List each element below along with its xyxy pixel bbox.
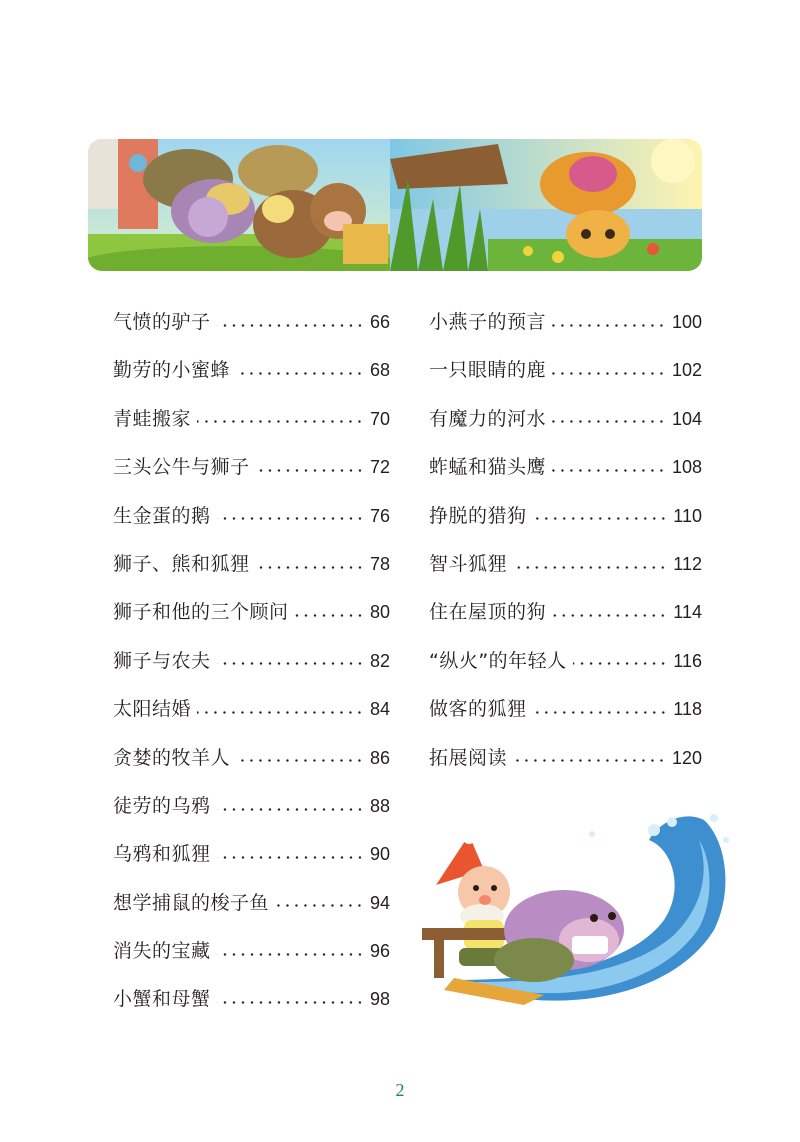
toc-dot-leader <box>217 662 364 665</box>
toc-dot-leader <box>256 566 364 569</box>
toc-entry-title: 蚱蜢和猫头鹰 <box>429 456 547 479</box>
toc-dot-leader <box>197 711 364 714</box>
toc-dot-leader <box>197 420 364 423</box>
toc-entry[interactable] <box>429 298 702 346</box>
toc-dot-leader <box>217 324 364 327</box>
toc-entry-title: 消失的宝藏 <box>113 940 211 963</box>
toc-entry[interactable] <box>113 346 390 394</box>
toc-entry-title: 狮子与农夫 <box>113 649 211 672</box>
toc-entry-page: 80 <box>369 602 390 623</box>
toc-entry-page: 94 <box>369 892 390 913</box>
toc-dot-leader <box>513 759 666 762</box>
toc-entry[interactable] <box>113 830 390 878</box>
toc-entry[interactable] <box>113 975 390 1023</box>
header-illustration-banner <box>88 139 702 271</box>
toc-left-column <box>113 298 390 1024</box>
toc-entry-title: “纵火”的年轻人 <box>429 649 567 672</box>
toc-entry[interactable] <box>429 637 702 685</box>
toc-dot-leader <box>217 517 364 520</box>
toc-entry[interactable] <box>113 879 390 927</box>
toc-entry[interactable] <box>113 734 390 782</box>
toc-entry-title: 狮子、熊和狐狸 <box>113 552 250 575</box>
toc-entry[interactable] <box>429 685 702 733</box>
toc-dot-leader <box>533 517 668 520</box>
toc-dot-leader <box>552 372 666 375</box>
toc-entry[interactable] <box>429 346 702 394</box>
toc-dot-leader <box>533 711 668 714</box>
toc-entry-page: 112 <box>673 553 702 574</box>
toc-entry-title: 一只眼睛的鹿 <box>429 359 547 382</box>
toc-dot-leader <box>552 614 667 617</box>
toc-entry-title: 想学捕鼠的梭子鱼 <box>113 891 270 914</box>
toc-dot-leader <box>217 856 364 859</box>
toc-entry[interactable] <box>113 637 390 685</box>
toc-right-column <box>429 298 702 782</box>
toc-entry-page: 98 <box>369 989 390 1010</box>
toc-dot-leader <box>256 469 364 472</box>
toc-entry-title: 住在屋顶的狗 <box>429 601 547 624</box>
toc-entry-title: 有魔力的河水 <box>429 407 547 430</box>
toc-entry[interactable] <box>113 927 390 975</box>
toc-entry-page: 78 <box>369 553 390 574</box>
toc-entry-title: 小蟹和母蟹 <box>113 988 211 1011</box>
toc-entry[interactable] <box>429 492 702 540</box>
toc-entry[interactable] <box>113 492 390 540</box>
toc-entry-page: 76 <box>369 505 390 526</box>
toc-dot-leader <box>236 372 364 375</box>
toc-entry-page: 100 <box>671 312 702 332</box>
toc-entry-page: 84 <box>369 699 390 720</box>
toc-entry-page: 70 <box>369 408 390 429</box>
toc-dot-leader <box>275 904 364 907</box>
toc-entry-title: 青蛙搬家 <box>113 407 192 430</box>
toc-entry-page: 72 <box>369 457 390 478</box>
toc-dot-leader <box>552 420 666 423</box>
toc-entry-title: 太阳结婚 <box>113 698 192 721</box>
toc-entry[interactable] <box>113 588 390 636</box>
toc-entry-page: 88 <box>369 795 390 816</box>
toc-entry-title: 三头公牛与狮子 <box>113 456 250 479</box>
toc-entry[interactable] <box>429 395 702 443</box>
toc-entry-page: 116 <box>673 650 702 671</box>
toc-entry-title: 拓展阅读 <box>429 746 508 769</box>
toc-entry-title: 气愤的驴子 <box>113 311 211 333</box>
toc-entry-page: 68 <box>369 360 390 381</box>
toc-dot-leader <box>217 953 364 956</box>
toc-entry[interactable] <box>429 734 702 782</box>
toc-entry[interactable] <box>113 685 390 733</box>
page-number: 2 <box>395 1080 405 1100</box>
toc-entry-title: 乌鸦和狐狸 <box>113 843 211 866</box>
toc-entry-title: 生金蛋的鹅 <box>113 504 211 527</box>
toc-dot-leader <box>217 1001 364 1004</box>
toc-entry[interactable] <box>113 395 390 443</box>
toc-dot-leader <box>552 324 666 327</box>
toc-dot-leader <box>236 759 364 762</box>
toc-entry-page: 108 <box>671 457 702 478</box>
toc-entry-page: 96 <box>369 941 390 962</box>
toc-entry[interactable] <box>429 540 702 588</box>
toc-entry-page: 102 <box>671 360 702 381</box>
toc-dot-leader <box>295 614 364 617</box>
toc-entry-page: 118 <box>673 699 702 720</box>
toc-entry[interactable] <box>113 298 390 346</box>
toc-entry-title: 狮子和他的三个顾问 <box>113 601 289 624</box>
toc-entry-page: 82 <box>369 650 390 671</box>
toc-entry[interactable] <box>113 782 390 830</box>
toc-entry[interactable] <box>429 588 702 636</box>
toc-entry-page: 66 <box>369 312 390 332</box>
toc-entry-title: 做客的狐狸 <box>429 698 527 721</box>
toc-entry-title: 贪婪的牧羊人 <box>113 746 231 769</box>
toc-entry-page: 104 <box>671 408 702 429</box>
footer-illustration <box>414 810 732 1010</box>
toc-entry-title: 勤劳的小蜜蜂 <box>113 359 231 382</box>
toc-dot-leader <box>552 469 666 472</box>
toc-entry[interactable] <box>429 443 702 491</box>
toc-entry-page: 86 <box>369 747 390 768</box>
toc-entry-title: 徒劳的乌鸦 <box>113 794 211 817</box>
toc-entry[interactable] <box>113 443 390 491</box>
toc-dot-leader <box>217 808 364 811</box>
toc-entry-page: 110 <box>673 505 702 526</box>
toc-dot-leader <box>573 662 668 665</box>
toc-entry-page: 114 <box>673 602 702 623</box>
toc-entry-title: 智斗狐狸 <box>429 552 508 575</box>
toc-entry-title: 小燕子的预言 <box>429 311 547 333</box>
toc-entry-page: 90 <box>369 844 390 865</box>
toc-entry[interactable] <box>113 540 390 588</box>
toc-entry-page: 120 <box>671 747 702 768</box>
toc-entry-title: 挣脱的猎狗 <box>429 504 527 527</box>
toc-dot-leader <box>513 566 667 569</box>
